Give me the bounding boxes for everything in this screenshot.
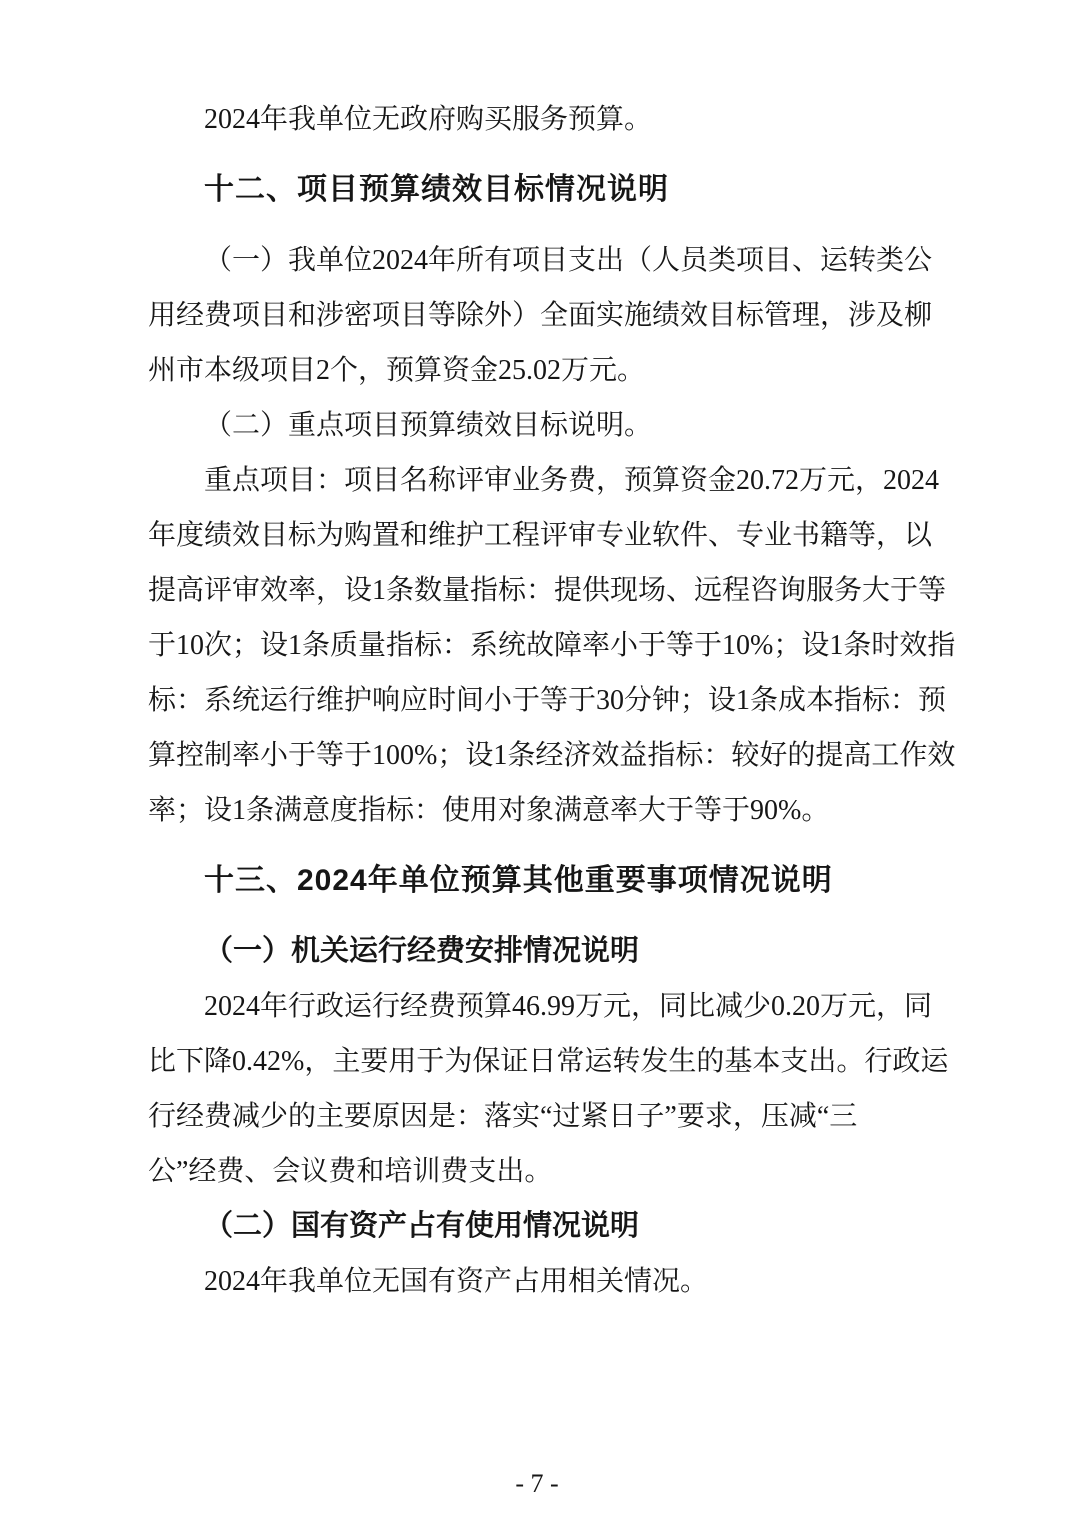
text-line: 率；设1条满意度指标：使用对象满意率大于等于90%。 bbox=[148, 795, 830, 826]
text-line: （二）国有资产占有使用情况说明 bbox=[204, 1210, 640, 1242]
text-line: 用经费项目和涉密项目等除外）全面实施绩效目标管理，涉及柳 bbox=[148, 300, 933, 331]
text-line: 标：系统运行维护响应时间小于等于30分钟；设1条成本指标：预 bbox=[148, 685, 947, 716]
text-line: 行经费减少的主要原因是：落实“过紧日子”要求，压减“三 bbox=[148, 1101, 858, 1132]
text-line: 算控制率小于等于100%；设1条经济效益指标：较好的提高工作效 bbox=[148, 740, 956, 771]
text-line: 比下降0.42%，主要用于为保证日常运转发生的基本支出。行政运 bbox=[148, 1046, 949, 1077]
document-body bbox=[148, 92, 956, 1309]
text-line: 年度绩效目标为购置和维护工程评审专业软件、专业书籍等，以 bbox=[148, 520, 933, 551]
text-line: 十二、项目预算绩效目标情况说明 bbox=[204, 173, 669, 206]
text-line: 州市本级项目2个，预算资金25.02万元。 bbox=[148, 355, 646, 386]
page-number: - 7 - bbox=[515, 1469, 559, 1498]
text-line: 2024年行政运行经费预算46.99万元，同比减少0.20万元，同 bbox=[204, 991, 933, 1022]
heading-section-13 bbox=[148, 850, 940, 912]
text-line: （二）重点项目预算绩效目标说明。 bbox=[204, 410, 653, 441]
text-line: 2024年我单位无国有资产占用相关情况。 bbox=[204, 1266, 709, 1297]
para-key-project-detail bbox=[148, 453, 956, 838]
para-project-performance-overview bbox=[148, 233, 940, 398]
text-line: （一）机关运行经费安排情况说明 bbox=[204, 935, 640, 967]
subheading-agency-operating-expense bbox=[148, 924, 940, 979]
para-key-project-intro bbox=[148, 398, 940, 453]
text-line: 2024年我单位无政府购买服务预算。 bbox=[204, 104, 653, 135]
subheading-state-assets bbox=[148, 1199, 940, 1254]
para-operating-expense-detail bbox=[148, 979, 949, 1199]
text-line: （一）我单位2024年所有项目支出（人员类项目、运转类公 bbox=[204, 245, 933, 276]
text-line: 提高评审效率，设1条数量指标：提供现场、远程咨询服务大于等 bbox=[148, 575, 947, 606]
para-no-gov-purchase-budget bbox=[148, 92, 940, 147]
text-line: 重点项目：项目名称评审业务费，预算资金20.72万元，2024 bbox=[204, 465, 940, 496]
heading-section-12 bbox=[148, 159, 940, 221]
para-state-assets-detail bbox=[148, 1254, 940, 1309]
text-line: 十三、2024年单位预算其他重要事项情况说明 bbox=[204, 864, 833, 897]
text-line: 于10次；设1条质量指标：系统故障率小于等于10%；设1条时效指 bbox=[148, 630, 956, 661]
text-line: 公”经费、会议费和培训费支出。 bbox=[148, 1156, 553, 1187]
